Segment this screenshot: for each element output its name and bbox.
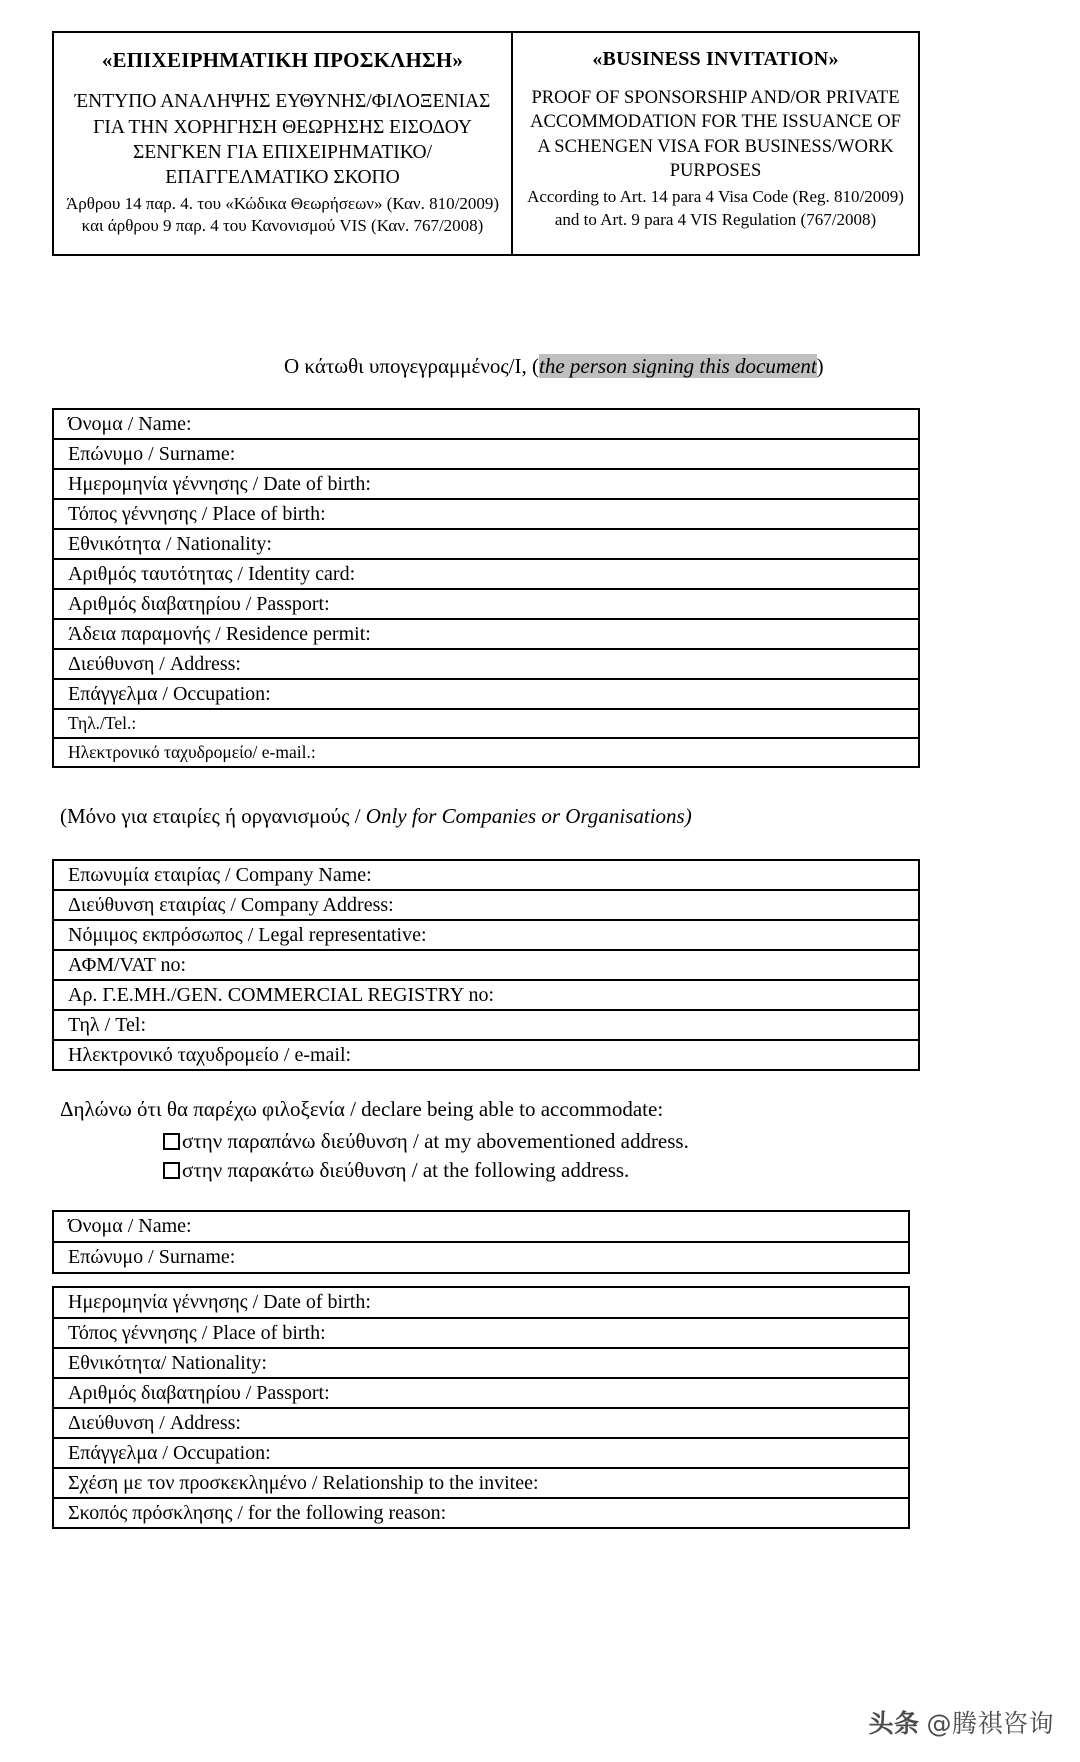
- field-label: Αριθμός ταυτότητας / Identity card:: [68, 562, 356, 585]
- accommodation-option-following-label: στην παρακάτω διεύθυνση / at the following address.: [182, 1158, 630, 1182]
- header-cell-greek: [54, 33, 513, 254]
- table-row[interactable]: [54, 1288, 908, 1319]
- invitee-name-table: [52, 1210, 910, 1274]
- header-title-english: «BUSINESS INVITATION»: [592, 48, 839, 70]
- company-only-note: [60, 803, 692, 830]
- field-label: ΑΦΜ/VAT no:: [68, 953, 187, 976]
- table-row[interactable]: [54, 1319, 908, 1349]
- field-label: Τόπος γέννησης / Place of birth:: [68, 1321, 326, 1344]
- header-subtitle-greek: ΈΝΤΥΠΟ ΑΝΑΛΗΨΗΣ ΕΥΘΥΝΗΣ/ΦΙΛΟΞΕΝΙΑΣ ΓΙΑ ΤΗΝ ΧΟΡΗΓΗΣΗ ΘΕΩΡΗΣΗΣ ΕΙΣΟΔΟΥ ΣΕΝΓΚΕΝ ΓΙΑ ΕΠΙΧΕΙΡΗΜΑΤΙΚΟ/ΕΠΑΓΓΕΛΜΑΤΙΚΟ ΣΚΟΠΟ: [74, 91, 491, 189]
- field-label: Επώνυμο / Surname:: [68, 1246, 236, 1269]
- field-label: Όνομα / Name:: [68, 412, 192, 435]
- watermark: [868, 1704, 1054, 1740]
- checkbox-following-address[interactable]: [163, 1162, 180, 1179]
- field-label: Επώνυμο / Surname:: [68, 442, 236, 465]
- watermark-handle: @腾祺咨询: [926, 1709, 1054, 1738]
- table-row[interactable]: [54, 981, 918, 1011]
- header-note-greek: Άρθρου 14 παρ. 4. του «Κώδικα Θεωρήσεων» (Καν. 810/2009) και άρθρου 9 παρ. 4 του Κανονισμού VIS (Καν. 767/2008): [66, 193, 499, 236]
- table-row[interactable]: [54, 861, 918, 891]
- table-row[interactable]: [54, 1469, 908, 1499]
- table-row[interactable]: [54, 470, 918, 500]
- intro-line: [284, 353, 824, 380]
- table-row[interactable]: [54, 1212, 908, 1243]
- table-row[interactable]: [54, 590, 918, 620]
- person-details-table: [52, 408, 920, 768]
- field-label: Όνομα / Name:: [68, 1215, 192, 1238]
- field-label: Ηλεκτρονικό ταχυδρομείο / e-mail:: [68, 1043, 352, 1066]
- table-row[interactable]: [54, 1379, 908, 1409]
- accommodation-option-above[interactable]: [163, 1128, 689, 1154]
- field-label: Νόμιμος εκπρόσωπος / Legal representative:: [68, 923, 427, 946]
- invitee-details-table: [52, 1286, 910, 1529]
- table-row[interactable]: [54, 650, 918, 680]
- table-row[interactable]: [54, 680, 918, 710]
- company-note-greek: (Μόνο για εταιρίες ή οργανισμούς /: [60, 804, 366, 828]
- table-row[interactable]: [54, 951, 918, 981]
- header-title-greek: «ΕΠΙΧΕΙΡΗΜΑΤΙΚΗ ΠΡΟΣΚΛΗΣΗ»: [101, 48, 464, 72]
- field-label: Τηλ./Tel.:: [68, 712, 137, 733]
- table-row[interactable]: [54, 530, 918, 560]
- field-label: Διεύθυνση εταιρίας / Company Address:: [68, 893, 394, 916]
- field-label: Επάγγελμα / Occupation:: [68, 1441, 271, 1464]
- accommodation-option-following[interactable]: [163, 1157, 629, 1183]
- intro-highlight: the person signing this document: [539, 354, 817, 378]
- field-label: Διεύθυνση / Address:: [68, 652, 241, 675]
- header-table: [52, 31, 920, 256]
- header-note-english: According to Art. 14 para 4 Visa Code (Reg. 810/2009) and to Art. 9 para 4 VIS Regulation (767/2008): [527, 186, 904, 229]
- table-row[interactable]: [54, 1243, 908, 1274]
- intro-text-greek: Ο κάτωθι υπογεγραμμένος/Ι, (: [284, 354, 540, 378]
- field-label: Εθνικότητα / Nationality:: [68, 532, 272, 555]
- accommodation-option-above-label: στην παραπάνω διεύθυνση / at my abovementioned address.: [182, 1129, 689, 1153]
- company-details-table: [52, 859, 920, 1071]
- table-row[interactable]: [54, 1499, 908, 1529]
- field-label: Άδεια παραμονής / Residence permit:: [68, 622, 371, 645]
- field-label: Επάγγελμα / Occupation:: [68, 682, 271, 705]
- field-label: Αρ. Γ.Ε.ΜΗ./GEN. COMMERCIAL REGISTRY no:: [68, 983, 495, 1006]
- table-row[interactable]: [54, 710, 918, 739]
- field-label: Τηλ / Tel:: [68, 1013, 146, 1036]
- table-row[interactable]: [54, 410, 918, 440]
- table-row[interactable]: [54, 1439, 908, 1469]
- field-label: Αριθμός διαβατηρίου / Passport:: [68, 592, 330, 615]
- declaration-line: Δηλώνω ότι θα παρέχω φιλοξενία / declare being able to accommodate:: [60, 1097, 664, 1121]
- table-row[interactable]: [54, 560, 918, 590]
- field-label: Τόπος γέννησης / Place of birth:: [68, 502, 326, 525]
- header-cell-english: [513, 33, 918, 254]
- field-label: Διεύθυνση / Address:: [68, 1411, 241, 1434]
- checkbox-above-address[interactable]: [163, 1133, 180, 1150]
- table-row[interactable]: [54, 1409, 908, 1439]
- table-row[interactable]: [54, 620, 918, 650]
- field-label: Σχέση με τον προσκεκλημένο / Relationship to the invitee:: [68, 1471, 539, 1494]
- field-label: Αριθμός διαβατηρίου / Passport:: [68, 1381, 330, 1404]
- field-label: Ημερομηνία γέννησης / Date of birth:: [68, 1291, 371, 1314]
- watermark-logo: 头条: [868, 1709, 920, 1738]
- table-row[interactable]: [54, 1041, 918, 1071]
- company-note-english: Only for Companies or Organisations): [365, 804, 692, 828]
- field-label: Επωνυμία εταιρίας / Company Name:: [68, 863, 372, 886]
- field-label: Ηλεκτρονικό ταχυδρομείο/ e-mail.:: [68, 741, 316, 762]
- field-label: Σκοπός πρόσκλησης / for the following reason:: [68, 1501, 447, 1524]
- intro-close-paren: ): [816, 354, 824, 378]
- table-row[interactable]: [54, 1011, 918, 1041]
- table-row[interactable]: [54, 891, 918, 921]
- table-row[interactable]: [54, 921, 918, 951]
- table-row[interactable]: [54, 440, 918, 470]
- table-row[interactable]: [54, 1349, 908, 1379]
- field-label: Ημερομηνία γέννησης / Date of birth:: [68, 472, 371, 495]
- table-row[interactable]: [54, 739, 918, 768]
- field-label: Εθνικότητα/ Nationality:: [68, 1351, 267, 1374]
- header-subtitle-english: PROOF OF SPONSORSHIP AND/OR PRIVATE ACCOMMODATION FOR THE ISSUANCE OF A SCHENGEN VISA FOR BUSINESS/WORK PURPOSES: [530, 88, 901, 182]
- table-row[interactable]: [54, 500, 918, 530]
